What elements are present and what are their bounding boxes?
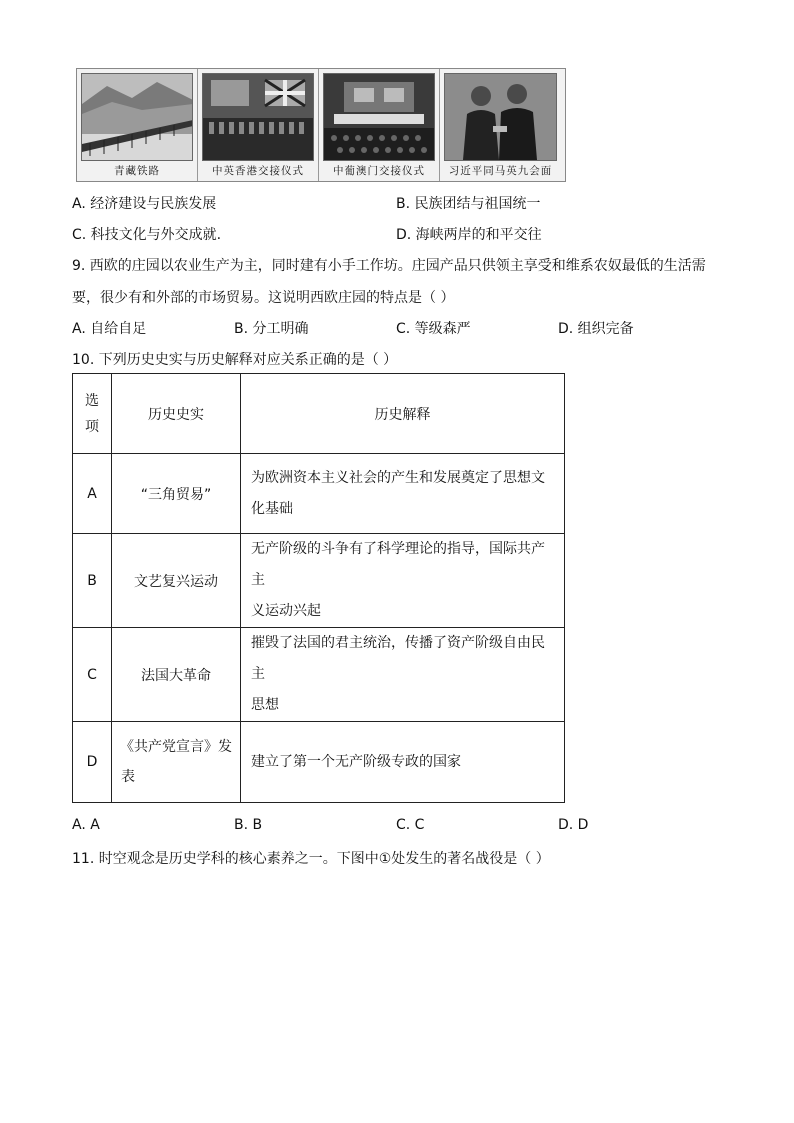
- table-row: [73, 454, 565, 534]
- row-fact: “三角贸易”: [112, 454, 241, 534]
- q9-option-d: D. 组织完备: [558, 321, 634, 337]
- row-option: A: [73, 454, 112, 534]
- row-option: D: [73, 722, 112, 803]
- photo-hong-kong-handover: [198, 69, 319, 181]
- header-explanation: 历史解释: [241, 374, 565, 454]
- explanation-line2: 思想: [251, 697, 279, 713]
- q9-stem-line1: 9. 西欧的庄园以农业生产为主，同时建有小手工作坊。庄园产品只供领主享受和维系农奴最低的生活需: [72, 258, 706, 274]
- photo-caption: 中葡澳门交接仪式: [333, 165, 425, 177]
- explanation-line1: 摧毁了法国的君主统治，传播了资产阶级自由民主: [251, 635, 545, 682]
- photo-caption: 青藏铁路: [114, 165, 160, 177]
- row-explanation: [241, 628, 565, 722]
- hong-kong-ceremony-image: [202, 73, 314, 161]
- railway-image: [81, 73, 193, 161]
- q10-stem: 10. 下列历史史实与历史解释对应关系正确的是（ ）: [72, 352, 398, 368]
- row-option: B: [73, 534, 112, 628]
- header-option: [73, 374, 112, 454]
- q10-option-a: A. A: [72, 817, 100, 833]
- photo-strip: [76, 68, 566, 182]
- photo-caption: 中英香港交接仪式: [212, 165, 304, 177]
- q9-option-b: B. 分工明确: [234, 321, 309, 337]
- q9-stem-line2: 要，很少有和外部的市场贸易。这说明西欧庄园的特点是（ ）: [72, 290, 455, 306]
- q10-option-c: C. C: [396, 817, 425, 833]
- explanation-line1: 为欧洲资本主义社会的产生和发展奠定了思想文: [251, 469, 545, 486]
- photo-caption: 习近平同马英九会面: [448, 165, 553, 177]
- fact-line1: 《共产党宣言》发: [120, 739, 232, 755]
- photo-macau-handover: [319, 69, 440, 181]
- table-row: [73, 534, 565, 628]
- photo-qinghai-tibet-railway: [77, 69, 198, 181]
- row-explanation: 建立了第一个无产阶级专政的国家: [241, 722, 565, 803]
- photo-xi-ma-meeting: [440, 69, 561, 181]
- row-fact: 法国大革命: [112, 628, 241, 722]
- table-row: [73, 722, 565, 803]
- q8-option-c: C. 科技文化与外交成就.: [72, 227, 222, 243]
- q10-option-b: B. B: [234, 817, 263, 833]
- explanation-line2: 义运动兴起: [251, 603, 321, 619]
- explanation-line2: 化基础: [251, 500, 293, 517]
- header-fact: 历史史实: [112, 374, 241, 454]
- fact-line2: 表: [121, 769, 135, 785]
- q8-option-b: B. 民族团结与祖国统一: [396, 196, 541, 212]
- row-fact: 文艺复兴运动: [112, 534, 241, 628]
- q10-option-d: D. D: [558, 817, 589, 833]
- macau-ceremony-image: [323, 73, 435, 161]
- row-fact: [112, 722, 241, 803]
- header-option-line1: 选: [85, 392, 99, 409]
- row-explanation: [241, 534, 565, 628]
- q8-option-a: A. 经济建设与民族发展: [72, 196, 217, 212]
- meeting-image: [444, 73, 557, 161]
- row-option: C: [73, 628, 112, 722]
- history-table: [72, 373, 565, 803]
- explanation-line1: 无产阶级的斗争有了科学理论的指导，国际共产主: [251, 541, 545, 588]
- table-row: [73, 628, 565, 722]
- table-header-row: [73, 374, 565, 454]
- q11-stem: 11. 时空观念是历史学科的核心素养之一。下图中①处发生的著名战役是（ ）: [72, 851, 550, 867]
- q8-option-d: D. 海峡两岸的和平交往: [396, 227, 542, 243]
- q9-option-a: A. 自给自足: [72, 321, 147, 337]
- q9-option-c: C. 等级森严: [396, 321, 471, 337]
- header-option-line2: 项: [85, 418, 99, 435]
- row-explanation: [241, 454, 565, 534]
